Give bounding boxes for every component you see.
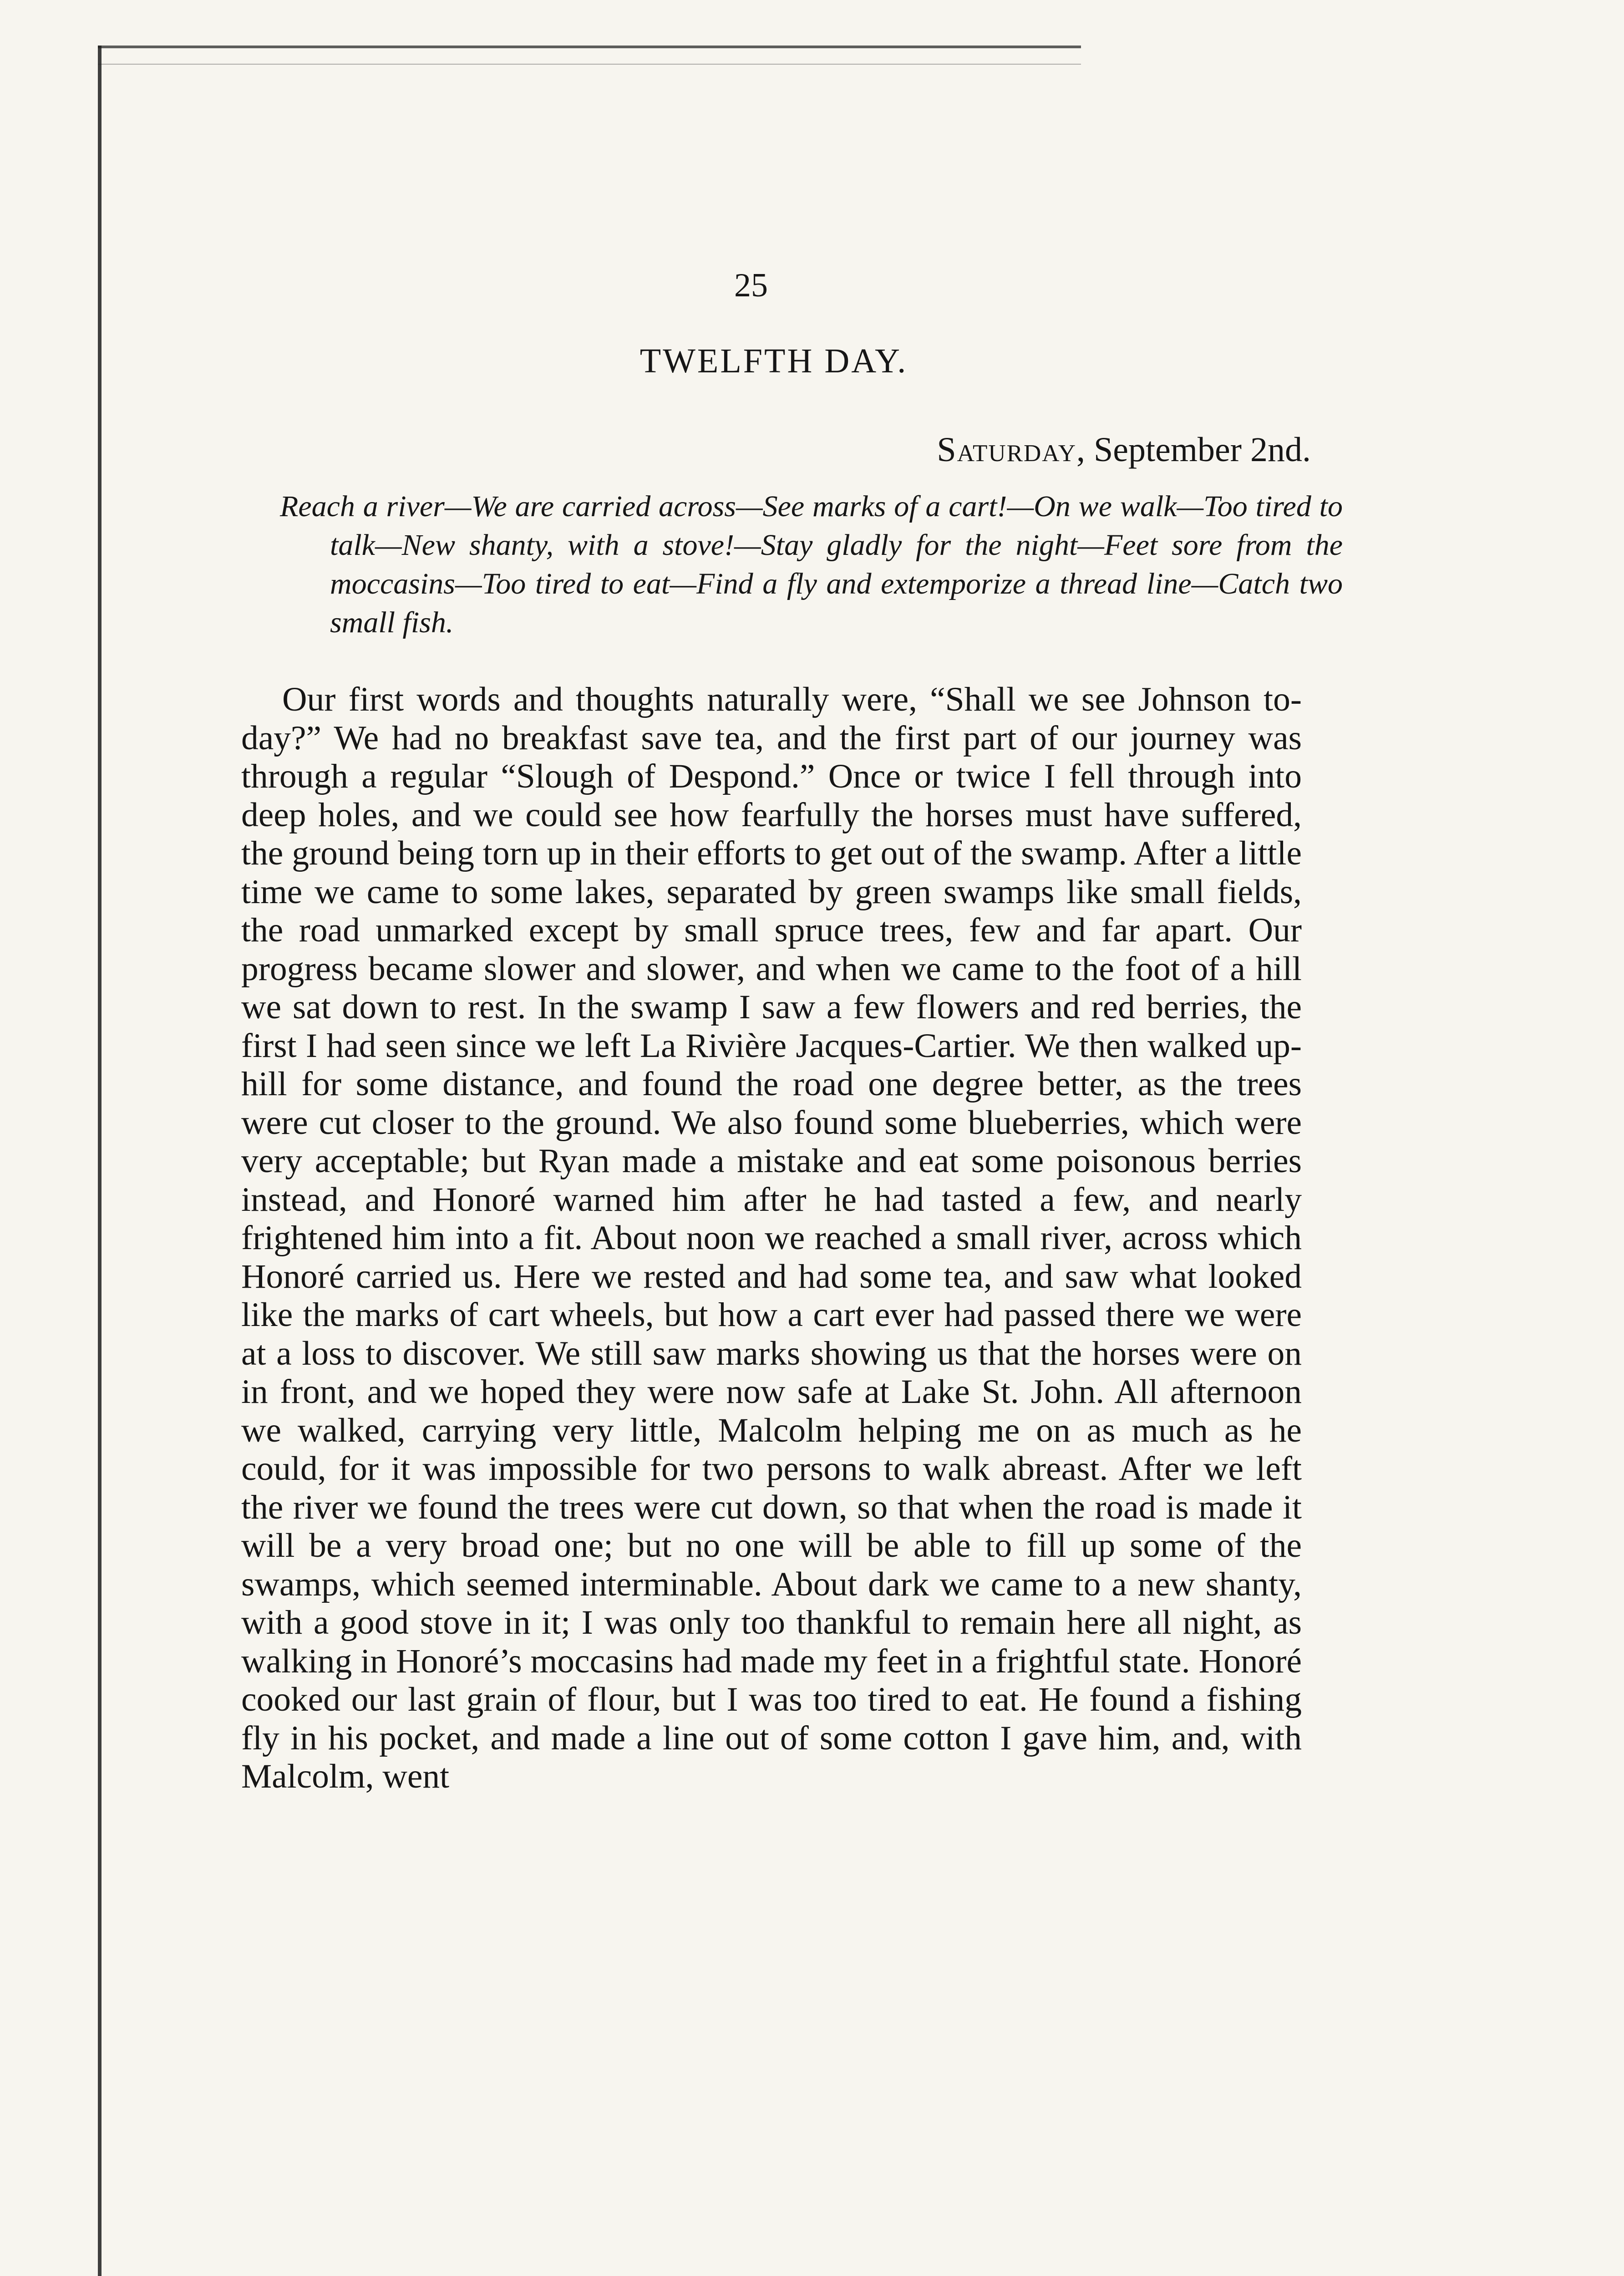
- date-line: [774, 432, 1311, 467]
- chapter-synopsis: Reach a river—We are carried across—See marks of a cart!—On we walk—Too tired to talk—New shanty, with a stove!—Stay gladly for the night—Feet sore from the moccasins—Too tired to eat—Find a fly and extemporize a thread line—Catch two small fish.: [280, 490, 1343, 639]
- left-border-rule: [98, 46, 102, 2276]
- top-border-thin-rule: [98, 64, 1081, 65]
- chapter-title: TWELFTH DAY.: [639, 342, 908, 380]
- page-number: 25: [734, 267, 768, 304]
- top-border-rule: [98, 46, 1081, 48]
- body-paragraph: Our first words and thoughts naturally were, “Shall we see Johnson to-day?” We had no breakfast save tea, and the first part of our journey was through a regular “Slough of Despond.” Once or twice I fell through into deep holes, and we could see how fearfully the horses must have suffered, the ground being torn up in their efforts to get out of the swamp. After a little time we came to some lakes, separated by green swamps like small fields, the road unmarked except by small spruce trees, few and far apart. Our progress became slower and slower, and when we came to the foot of a hill we sat down to rest. In the swamp I saw a few flowers and red berries, the first I had seen since we left La Rivière Jacques-Cartier. We then walked up-hill for some distance, and found the road one degree better, as the trees were cut closer to the ground. We also found some blueberries, which were very acceptable; but Ryan made a mistake and eat some poisonous berries instead, and Honoré warned him after he had tasted a few, and nearly frightened him into a fit. About noon we reached a small river, across which Honoré carried us. Here we rested and had some tea, and saw what looked like the marks of cart wheels, but how a cart ever had passed there we were at a loss to discover. We still saw marks showing us that the horses were on in front, and we hoped they were now safe at Lake St. John. All afternoon we walked, carrying very little, Malcolm helping me on as much as he could, for it was impossible for two persons to walk abreast. After we left the river we found the trees were cut down, so that when the road is made it will be a very broad one; but no one will be able to fill up some of the swamps, which seemed interminable. About dark we came to a new shanty, with a good stove in it; I was only too thankful to remain here all night, as walking in Honoré’s moccasins had made my feet in a frightful state. Honoré cooked our last grain of flour, but I was too tired to eat. He found a fishing fly in his pocket, and made a line out of some cotton I gave him, and, with Malcolm, went: [241, 681, 1302, 1795]
- date-rest: , September 2nd.: [1076, 431, 1311, 469]
- date-weekday: Saturday: [937, 431, 1076, 469]
